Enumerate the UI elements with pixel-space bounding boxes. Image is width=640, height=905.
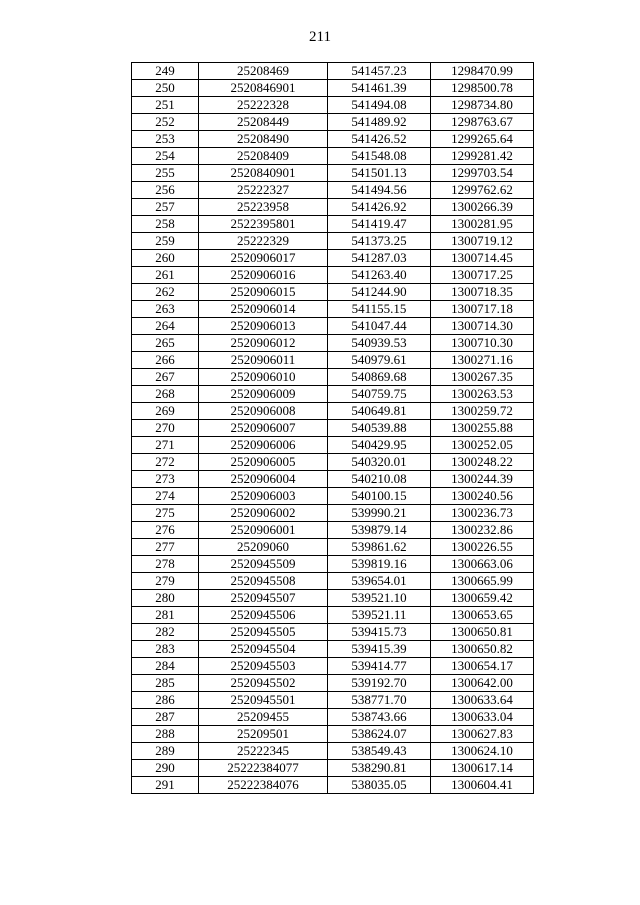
y-coordinate-cell: 1300627.83: [431, 726, 534, 743]
y-coordinate-cell: 1300267.35: [431, 369, 534, 386]
point-id-cell: 2520945507: [199, 590, 328, 607]
point-id-cell: 2520945501: [199, 692, 328, 709]
y-coordinate-cell: 1300633.64: [431, 692, 534, 709]
y-coordinate-cell: 1300266.39: [431, 199, 534, 216]
table-row: [132, 267, 534, 284]
point-id-cell: 2520945503: [199, 658, 328, 675]
table-row: [132, 165, 534, 182]
x-coordinate-cell: 538290.81: [328, 760, 431, 777]
table-row: [132, 658, 534, 675]
point-id-cell: 2520906003: [199, 488, 328, 505]
point-number-cell: 250: [132, 80, 199, 97]
x-coordinate-cell: 541494.08: [328, 97, 431, 114]
point-number-cell: 265: [132, 335, 199, 352]
point-number-cell: 251: [132, 97, 199, 114]
point-number-cell: 284: [132, 658, 199, 675]
table-row: [132, 97, 534, 114]
table-row: [132, 505, 534, 522]
y-coordinate-cell: 1300271.16: [431, 352, 534, 369]
table-row: [132, 437, 534, 454]
table-row: [132, 777, 534, 794]
x-coordinate-cell: 539415.39: [328, 641, 431, 658]
table-row: [132, 250, 534, 267]
point-number-cell: 269: [132, 403, 199, 420]
point-id-cell: 2520906016: [199, 267, 328, 284]
table-row: [132, 760, 534, 777]
point-number-cell: 268: [132, 386, 199, 403]
x-coordinate-cell: 540869.68: [328, 369, 431, 386]
y-coordinate-cell: 1300240.56: [431, 488, 534, 505]
x-coordinate-cell: 539990.21: [328, 505, 431, 522]
y-coordinate-cell: 1300624.10: [431, 743, 534, 760]
x-coordinate-cell: 540539.88: [328, 420, 431, 437]
y-coordinate-cell: 1300244.39: [431, 471, 534, 488]
point-id-cell: 25209060: [199, 539, 328, 556]
x-coordinate-cell: 541263.40: [328, 267, 431, 284]
point-id-cell: 2520945508: [199, 573, 328, 590]
point-number-cell: 260: [132, 250, 199, 267]
x-coordinate-cell: 540939.53: [328, 335, 431, 352]
point-number-cell: 290: [132, 760, 199, 777]
table-row: [132, 369, 534, 386]
x-coordinate-cell: 539521.11: [328, 607, 431, 624]
point-id-cell: 2520906002: [199, 505, 328, 522]
x-coordinate-cell: 540320.01: [328, 454, 431, 471]
y-coordinate-cell: 1300714.30: [431, 318, 534, 335]
table-row: [132, 386, 534, 403]
point-number-cell: 283: [132, 641, 199, 658]
x-coordinate-cell: 539861.62: [328, 539, 431, 556]
y-coordinate-cell: 1298763.67: [431, 114, 534, 131]
x-coordinate-cell: 541548.08: [328, 148, 431, 165]
point-number-cell: 275: [132, 505, 199, 522]
point-id-cell: 2520906017: [199, 250, 328, 267]
table-row: [132, 573, 534, 590]
y-coordinate-cell: 1300248.22: [431, 454, 534, 471]
x-coordinate-cell: 539414.77: [328, 658, 431, 675]
y-coordinate-cell: 1300710.30: [431, 335, 534, 352]
table-row: [132, 216, 534, 233]
x-coordinate-cell: 541501.13: [328, 165, 431, 182]
table-row: [132, 556, 534, 573]
x-coordinate-cell: 541244.90: [328, 284, 431, 301]
point-number-cell: 271: [132, 437, 199, 454]
point-id-cell: 25209455: [199, 709, 328, 726]
point-id-cell: 2520906008: [199, 403, 328, 420]
y-coordinate-cell: 1300650.82: [431, 641, 534, 658]
table-row: [132, 301, 534, 318]
point-id-cell: 2520906007: [199, 420, 328, 437]
x-coordinate-cell: 540100.15: [328, 488, 431, 505]
point-number-cell: 277: [132, 539, 199, 556]
x-coordinate-cell: 540979.61: [328, 352, 431, 369]
y-coordinate-cell: 1300659.42: [431, 590, 534, 607]
x-coordinate-cell: 541419.47: [328, 216, 431, 233]
y-coordinate-cell: 1300653.65: [431, 607, 534, 624]
x-coordinate-cell: 538549.43: [328, 743, 431, 760]
point-number-cell: 261: [132, 267, 199, 284]
point-number-cell: 263: [132, 301, 199, 318]
point-number-cell: 273: [132, 471, 199, 488]
table-row: [132, 488, 534, 505]
table-row: [132, 199, 534, 216]
point-id-cell: 2520906004: [199, 471, 328, 488]
point-id-cell: 25209501: [199, 726, 328, 743]
y-coordinate-cell: 1300654.17: [431, 658, 534, 675]
coordinates-table-body: [132, 63, 534, 794]
x-coordinate-cell: 538743.66: [328, 709, 431, 726]
x-coordinate-cell: 538771.70: [328, 692, 431, 709]
point-id-cell: 2520945505: [199, 624, 328, 641]
x-coordinate-cell: 541489.92: [328, 114, 431, 131]
table-row: [132, 148, 534, 165]
y-coordinate-cell: 1300663.06: [431, 556, 534, 573]
y-coordinate-cell: 1298500.78: [431, 80, 534, 97]
point-number-cell: 256: [132, 182, 199, 199]
y-coordinate-cell: 1300717.18: [431, 301, 534, 318]
x-coordinate-cell: 541457.23: [328, 63, 431, 80]
point-number-cell: 286: [132, 692, 199, 709]
point-id-cell: 25222327: [199, 182, 328, 199]
point-number-cell: 258: [132, 216, 199, 233]
point-number-cell: 267: [132, 369, 199, 386]
table-row: [132, 420, 534, 437]
table-row: [132, 131, 534, 148]
y-coordinate-cell: 1300263.53: [431, 386, 534, 403]
point-id-cell: 2520906006: [199, 437, 328, 454]
point-id-cell: 25208409: [199, 148, 328, 165]
y-coordinate-cell: 1300650.81: [431, 624, 534, 641]
x-coordinate-cell: 541426.92: [328, 199, 431, 216]
table-row: [132, 403, 534, 420]
point-id-cell: 2520840901: [199, 165, 328, 182]
point-number-cell: 264: [132, 318, 199, 335]
point-number-cell: 282: [132, 624, 199, 641]
point-number-cell: 262: [132, 284, 199, 301]
table-row: [132, 607, 534, 624]
table-row: [132, 726, 534, 743]
y-coordinate-cell: 1300232.86: [431, 522, 534, 539]
point-number-cell: 257: [132, 199, 199, 216]
table-row: [132, 743, 534, 760]
table-row: [132, 182, 534, 199]
table-row: [132, 590, 534, 607]
point-number-cell: 289: [132, 743, 199, 760]
y-coordinate-cell: 1299762.62: [431, 182, 534, 199]
x-coordinate-cell: 541426.52: [328, 131, 431, 148]
table-row: [132, 335, 534, 352]
y-coordinate-cell: 1300718.35: [431, 284, 534, 301]
point-number-cell: 249: [132, 63, 199, 80]
x-coordinate-cell: 541287.03: [328, 250, 431, 267]
point-number-cell: 281: [132, 607, 199, 624]
point-id-cell: 2520846901: [199, 80, 328, 97]
point-number-cell: 279: [132, 573, 199, 590]
y-coordinate-cell: 1300642.00: [431, 675, 534, 692]
point-id-cell: 2520906014: [199, 301, 328, 318]
point-id-cell: 2520945502: [199, 675, 328, 692]
point-id-cell: 2520906015: [199, 284, 328, 301]
table-row: [132, 318, 534, 335]
x-coordinate-cell: 541155.15: [328, 301, 431, 318]
x-coordinate-cell: 541494.56: [328, 182, 431, 199]
point-number-cell: 274: [132, 488, 199, 505]
table-row: [132, 471, 534, 488]
table-row: [132, 675, 534, 692]
point-id-cell: 25222384076: [199, 777, 328, 794]
y-coordinate-cell: 1300617.14: [431, 760, 534, 777]
y-coordinate-cell: 1300281.95: [431, 216, 534, 233]
table-row: [132, 114, 534, 131]
table-row: [132, 284, 534, 301]
table-row: [132, 522, 534, 539]
point-number-cell: 287: [132, 709, 199, 726]
x-coordinate-cell: 541373.25: [328, 233, 431, 250]
x-coordinate-cell: 539654.01: [328, 573, 431, 590]
point-id-cell: 2520906012: [199, 335, 328, 352]
point-id-cell: 2520945509: [199, 556, 328, 573]
point-number-cell: 280: [132, 590, 199, 607]
point-id-cell: 25222328: [199, 97, 328, 114]
x-coordinate-cell: 539879.14: [328, 522, 431, 539]
x-coordinate-cell: 540210.08: [328, 471, 431, 488]
point-number-cell: 288: [132, 726, 199, 743]
point-id-cell: 2520906005: [199, 454, 328, 471]
point-id-cell: 2520906013: [199, 318, 328, 335]
x-coordinate-cell: 538035.05: [328, 777, 431, 794]
y-coordinate-cell: 1298470.99: [431, 63, 534, 80]
table-row: [132, 709, 534, 726]
point-id-cell: 2520906001: [199, 522, 328, 539]
table-row: [132, 641, 534, 658]
x-coordinate-cell: 540759.75: [328, 386, 431, 403]
y-coordinate-cell: 1300252.05: [431, 437, 534, 454]
x-coordinate-cell: 540649.81: [328, 403, 431, 420]
y-coordinate-cell: 1298734.80: [431, 97, 534, 114]
table-row: [132, 624, 534, 641]
y-coordinate-cell: 1300226.55: [431, 539, 534, 556]
table-row: [132, 454, 534, 471]
point-id-cell: 2520945504: [199, 641, 328, 658]
x-coordinate-cell: 539521.10: [328, 590, 431, 607]
point-number-cell: 253: [132, 131, 199, 148]
x-coordinate-cell: 539819.16: [328, 556, 431, 573]
point-number-cell: 259: [132, 233, 199, 250]
point-id-cell: 25222384077: [199, 760, 328, 777]
point-id-cell: 2520906010: [199, 369, 328, 386]
table-row: [132, 233, 534, 250]
y-coordinate-cell: 1300259.72: [431, 403, 534, 420]
point-id-cell: 25208490: [199, 131, 328, 148]
table-row: [132, 80, 534, 97]
table-row: [132, 539, 534, 556]
x-coordinate-cell: 541461.39: [328, 80, 431, 97]
page-number: 211: [309, 29, 331, 45]
point-number-cell: 255: [132, 165, 199, 182]
x-coordinate-cell: 539415.73: [328, 624, 431, 641]
x-coordinate-cell: 541047.44: [328, 318, 431, 335]
table-row: [132, 692, 534, 709]
x-coordinate-cell: 540429.95: [328, 437, 431, 454]
y-coordinate-cell: 1300633.04: [431, 709, 534, 726]
point-id-cell: 25208449: [199, 114, 328, 131]
point-number-cell: 252: [132, 114, 199, 131]
point-id-cell: 2520906011: [199, 352, 328, 369]
y-coordinate-cell: 1300255.88: [431, 420, 534, 437]
y-coordinate-cell: 1300719.12: [431, 233, 534, 250]
point-number-cell: 291: [132, 777, 199, 794]
y-coordinate-cell: 1300717.25: [431, 267, 534, 284]
y-coordinate-cell: 1299281.42: [431, 148, 534, 165]
x-coordinate-cell: 538624.07: [328, 726, 431, 743]
point-id-cell: 2522395801: [199, 216, 328, 233]
x-coordinate-cell: 539192.70: [328, 675, 431, 692]
y-coordinate-cell: 1299265.64: [431, 131, 534, 148]
point-number-cell: 285: [132, 675, 199, 692]
point-number-cell: 254: [132, 148, 199, 165]
point-number-cell: 270: [132, 420, 199, 437]
point-number-cell: 276: [132, 522, 199, 539]
point-id-cell: 25222329: [199, 233, 328, 250]
coordinates-table: [131, 62, 534, 794]
point-id-cell: 2520945506: [199, 607, 328, 624]
y-coordinate-cell: 1300714.45: [431, 250, 534, 267]
point-number-cell: 266: [132, 352, 199, 369]
point-id-cell: 2520906009: [199, 386, 328, 403]
point-number-cell: 272: [132, 454, 199, 471]
y-coordinate-cell: 1300604.41: [431, 777, 534, 794]
point-id-cell: 25222345: [199, 743, 328, 760]
point-number-cell: 278: [132, 556, 199, 573]
y-coordinate-cell: 1299703.54: [431, 165, 534, 182]
table-row: [132, 63, 534, 80]
table-row: [132, 352, 534, 369]
y-coordinate-cell: 1300665.99: [431, 573, 534, 590]
y-coordinate-cell: 1300236.73: [431, 505, 534, 522]
point-id-cell: 25208469: [199, 63, 328, 80]
point-id-cell: 25223958: [199, 199, 328, 216]
